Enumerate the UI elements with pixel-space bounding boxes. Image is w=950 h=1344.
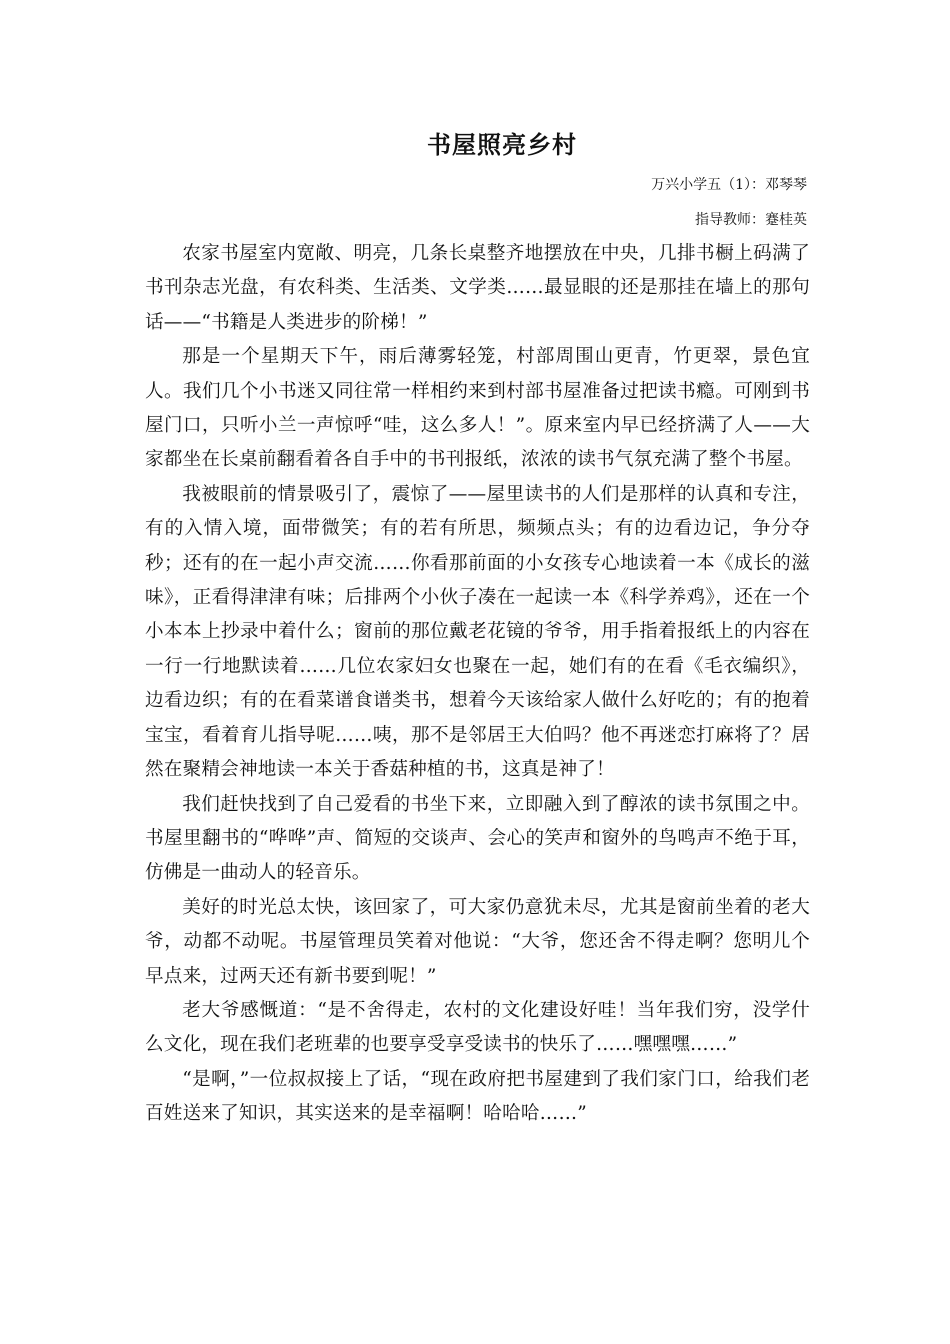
paragraph: 老大爷感慨道：“是不舍得走，农村的文化建设好哇！当年我们穷，没学什么文化，现在我们老班辈的也要享受享受读书的快乐了……嘿嘿嘿……” — [145, 999, 810, 1056]
paragraph: 那是一个星期天下午，雨后薄雾轻笼，村部周围山更青，竹更翠，景色宜人。我们几个小书迷又同往常一样相约来到村部书屋准备过把读书瘾。可刚到书屋门口，只听小兰一声惊呼“哇，这么多人！”。原来室内早已经挤满了人——大家都坐在长桌前翻看着各自手中的书刊报纸，浓浓的读书气氛充满了整个书屋。 — [145, 346, 810, 471]
document-title: 书屋照亮乡村 — [427, 131, 577, 159]
paragraph: 我被眼前的情景吸引了，震惊了——屋里读书的人们是那样的认真和专注，有的入情入境，面带微笑；有的若有所思，频频点头；有的边看边记，争分夺秒；还有的在一起小声交流……你看那前面的小女孩专心地读着一本《成长的滋味》，正看得津津有味；后排两个小伙子凑在一起读一本《科学养鸡》，还在一个小本本上抄录中着什么；窗前的那位戴老花镜的爷爷，用手指着报纸上的内容在一行一行地默读着……几位农家妇女也聚在一起，她们有的在看《毛衣编织》，边看边织；有的在看菜谱食谱类书，想着今天该给家人做什么好吃的；有的抱着宝宝，看着育儿指导呢……咦，那不是邻居王大伯吗？他不再迷恋打麻将了？居然在聚精会神地读一本关于香菇种植的书，这真是神了！ — [145, 483, 810, 781]
teacher-line: 指导教师：蹇桂英 — [695, 212, 807, 228]
author-line: 万兴小学五（1）：邓琴琴 — [651, 177, 807, 193]
paragraph: “是啊，”一位叔叔接上了话，“现在政府把书屋建到了我们家门口，给我们老百姓送来了知识，其实送来的是幸福啊！哈哈哈……” — [145, 1068, 810, 1125]
essay-body — [145, 237, 810, 1132]
paragraph: 美好的时光总太快，该回家了，可大家仍意犹未尽，尤其是窗前坐着的老大爷，动都不动呢。书屋管理员笑着对他说：“大爷，您还舍不得走啊？您明儿个早点来，过两天还有新书要到呢！” — [145, 896, 810, 987]
paragraph: 农家书屋室内宽敞、明亮，几条长桌整齐地摆放在中央，几排书橱上码满了书刊杂志光盘，有农科类、生活类、文学类……最显眼的还是那挂在墙上的那句话——“书籍是人类进步的阶梯！” — [145, 243, 810, 333]
paragraph: 我们赶快找到了自己爱看的书坐下来，立即融入到了醇浓的读书氛围之中。书屋里翻书的“哗哗”声、简短的交谈声、会心的笑声和窗外的鸟鸣声不绝于耳，仿佛是一曲动人的轻音乐。 — [145, 793, 810, 884]
